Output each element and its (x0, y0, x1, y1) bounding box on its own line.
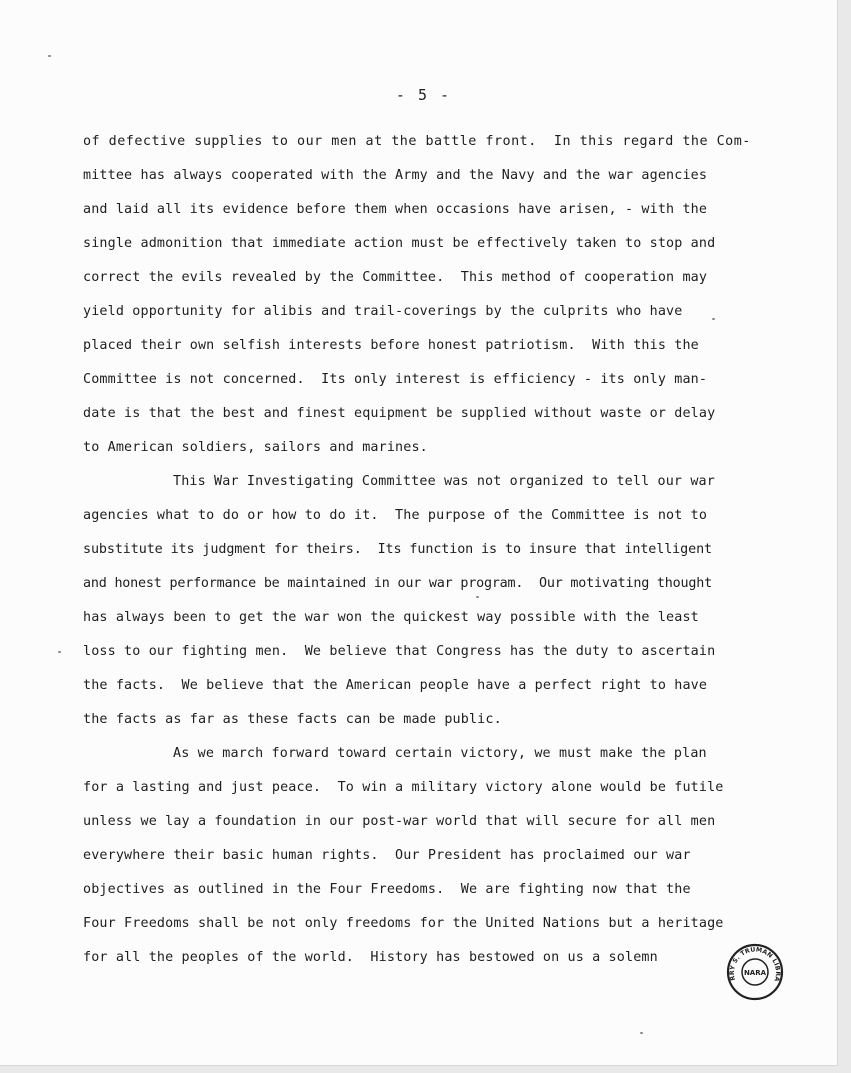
text-line: This War Investigating Committee was not organized to tell our war (173, 474, 715, 489)
stamp-center-text: NARA (743, 969, 767, 977)
scan-speck (476, 596, 479, 598)
text-line: date is that the best and finest equipment be supplied without waste or delay (83, 406, 716, 421)
text-line: placed their own selfish interests before honest patriotism. With this the (83, 338, 699, 353)
text-line: objectives as outlined in the Four Freedoms. We are fighting now that the (83, 882, 691, 897)
text-line: mittee has always cooperated with the Army and the Navy and the war agencies (83, 168, 708, 183)
text-line: to American soldiers, sailors and marines. (83, 440, 428, 455)
text-line: unless we lay a foundation in our post-war world that will secure for all men (83, 814, 716, 829)
text-line: Four Freedoms shall be not only freedoms for the United Nations but a heritage (83, 916, 724, 931)
text-line: As we march forward toward certain victory, we must make the plan (173, 746, 707, 761)
scan-speck (712, 318, 715, 320)
text-line: substitute its judgment for theirs. Its function is to insure that intelligent (83, 542, 712, 557)
text-line: single admonition that immediate action must be effectively taken to stop and (83, 236, 716, 251)
text-line: for all the peoples of the world. History has bestowed on us a solemn (83, 950, 658, 965)
text-line: has always been to get the war won the quickest way possible with the least (83, 610, 699, 625)
text-line: agencies what to do or how to do it. The purpose of the Committee is not to (83, 508, 708, 523)
text-line: everywhere their basic human rights. Our President has proclaimed our war (83, 848, 691, 863)
text-line: for a lasting and just peace. To win a military victory alone would be futile (83, 780, 724, 795)
text-line: loss to our fighting men. We believe that Congress has the duty to ascertain (83, 644, 716, 659)
text-line: yield opportunity for alibis and trail-coverings by the culprits who have (83, 304, 683, 319)
scan-speck (640, 1032, 643, 1034)
scan-speck (48, 55, 51, 57)
library-stamp-icon (726, 943, 784, 1001)
stamp-ring-text: RRY S. TRUMAN LIBRA (728, 946, 782, 983)
text-line: of defective supplies to our men at the battle front. In this regard the Com- (83, 134, 751, 149)
scan-speck (58, 651, 61, 653)
text-line: correct the evils revealed by the Committee. This method of cooperation may (83, 270, 708, 285)
text-line: and laid all its evidence before them when occasions have arisen, - with the (83, 202, 708, 217)
text-line: and honest performance be maintained in our war program. Our motivating thought (83, 576, 712, 591)
page-number: - 5 - (395, 86, 452, 104)
text-line: the facts. We believe that the American people have a perfect right to have (83, 678, 708, 693)
text-line: the facts as far as these facts can be made public. (83, 712, 502, 727)
text-line: Committee is not concerned. Its only interest is efficiency - its only man- (83, 372, 708, 387)
